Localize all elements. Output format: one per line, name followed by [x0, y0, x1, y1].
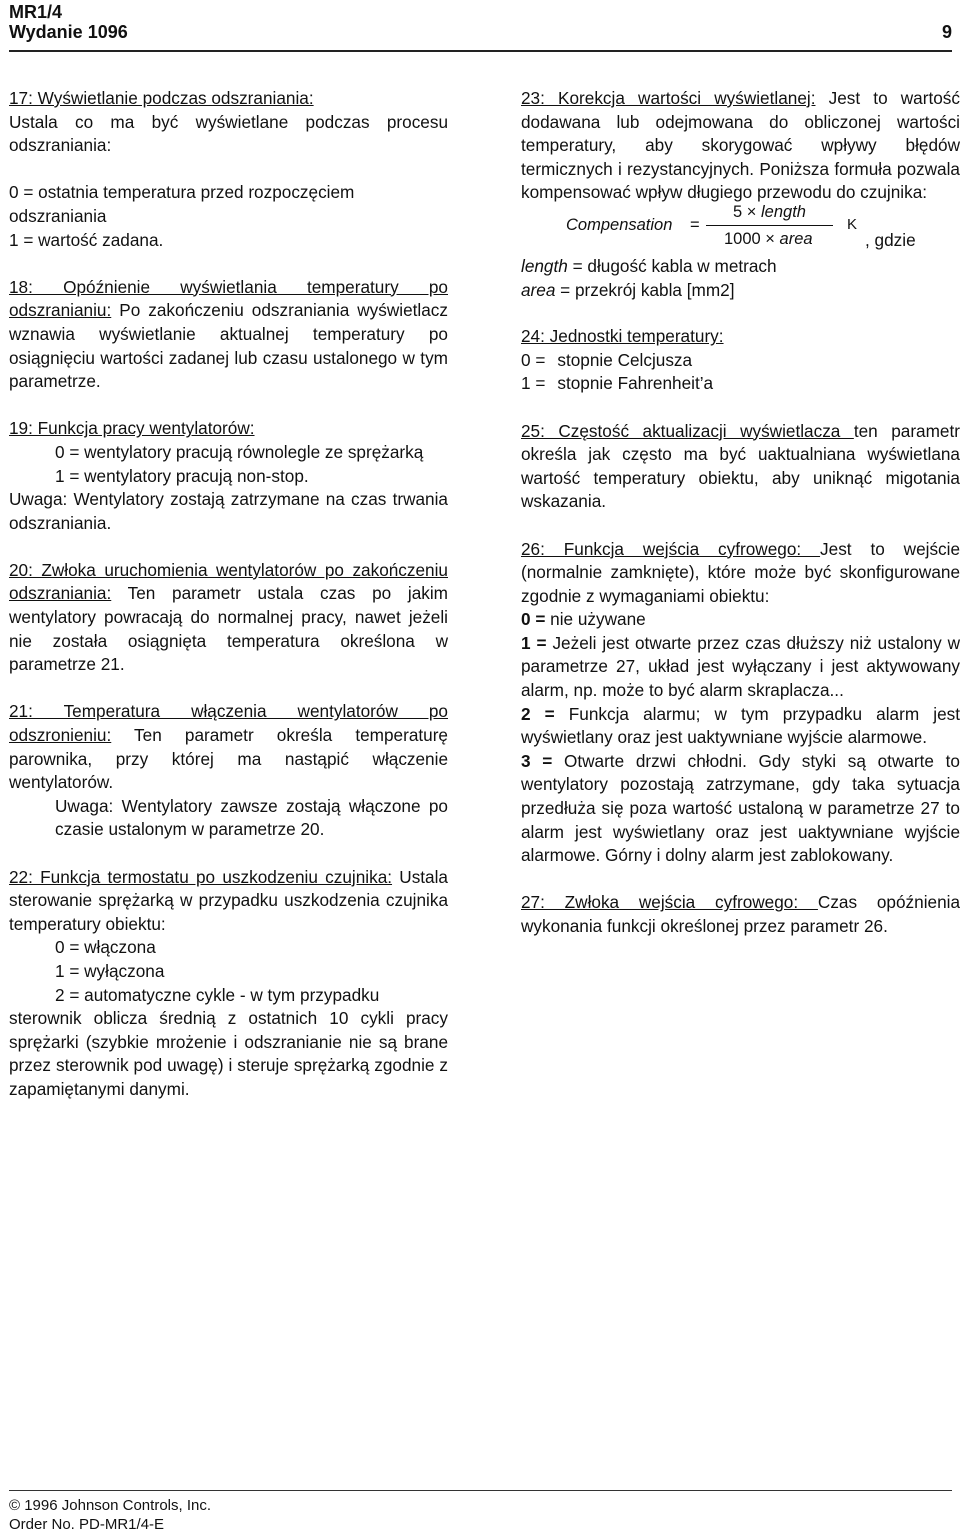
- param-22-option-1: 1 = wyłączona: [55, 960, 165, 981]
- param-24-option-1: stopnie Fahrenheit’a: [557, 373, 714, 394]
- param-18-body: Po zakończeniu odszraniania wyświetlacz wznawia wyświetlanie aktualnej temperatury po osiągnięciu wartości zadanej lub czasu ustalonego w tym parametrze.: [9, 300, 448, 392]
- param-24: [521, 325, 960, 396]
- param-24-option-0-key: 0 =: [521, 349, 546, 370]
- param-21-body: Ten parametr określa temperaturę parownika, przy której ma nastąpić włączenie wentylatorów.: [9, 725, 448, 793]
- definition-area-var: area: [521, 279, 556, 300]
- param-26-option-3: Otwarte drzwi chłodni. Gdy styki są otwarte to wentylatory pozostają zatrzymane, gdy taka sytuacja przedłuża się poza wartość ustaloną w parametrze 27 to alarm jest wyświetlany oraz jest uaktywniane wyjście alarmowe. Górny i dolny alarm jest zablokowany.: [521, 750, 960, 866]
- param-17: [9, 87, 448, 252]
- param-27-title: 27: Zwłoka wejścia cyfrowego:: [521, 892, 818, 913]
- param-18-title: 18: Opóźnienie wyświetlania temperatury po odszranianiu:: [9, 276, 448, 321]
- param-25: [521, 420, 960, 514]
- param-21-note: Uwaga: Wentylatory zawsze zostają włączone po czasie ustalonym w parametrze 20.: [55, 795, 448, 840]
- param-22: [9, 866, 448, 1102]
- definition-area-text: = przekrój kabla [mm2]: [555, 279, 735, 300]
- param-18: [9, 276, 448, 394]
- definition-length-text: = długość kabla w metrach: [567, 255, 777, 276]
- param-26-option-3-key: 3 =: [521, 750, 553, 771]
- param-22-option-2: 2 = automatyczne cykle - w tym przypadku: [55, 984, 380, 1005]
- formula-denominator: 1000 × area: [724, 229, 813, 248]
- formula-suffix: , gdzie: [865, 229, 916, 250]
- param-20-body: Ten parametr ustala czas po jakim wentylatory powracają do normalnej pracy, nawet jeżeli nie została osiągnięta temperatura określona w parametrze 21.: [9, 583, 448, 675]
- header-divider: [9, 50, 952, 52]
- param-20: [9, 559, 448, 677]
- formula-equals: =: [690, 215, 700, 234]
- right-column: [521, 87, 960, 962]
- param-19-option-0: 0 = wentylatory pracują równolegle ze sprężarką: [55, 441, 424, 462]
- param-26-option-1-key: 1 =: [521, 632, 547, 653]
- page-number: 9: [941, 22, 952, 42]
- param-26-option-1: Jeżeli jest otwarte przez czas dłuższy niż ustalony w parametrze 27, układ jest wyłączany i jest aktywowany alarm, np. może to być alarm skraplacza...: [521, 632, 960, 701]
- param-21-title: 21: Temperatura włączenia wentylatorów po odszronieniu:: [9, 701, 448, 746]
- formula-numerator: 5 × length: [733, 202, 806, 221]
- param-26-option-0-key: 0 =: [521, 609, 546, 630]
- param-27: [521, 891, 960, 938]
- param-26-option-2-key: 2 =: [521, 703, 555, 724]
- param-27-body: Czas opóźnienia wykonania funkcji określonej przez parametr 26.: [521, 892, 960, 936]
- param-20-title: 20: Zwłoka uruchomienia wentylatorów po zakończeniu odszraniania:: [9, 559, 448, 604]
- param-17-body: Ustala co ma być wyświetlane podczas procesu odszraniania:: [9, 111, 448, 156]
- param-26-body: Jest to wejście (normalnie zamknięte), które może być skonfigurowane zgodnie z wymaganiami obiektu:: [521, 538, 960, 606]
- param-19-option-1: 1 = wentylatory pracują non-stop.: [55, 465, 309, 486]
- formula-label: Compensation: [566, 215, 673, 234]
- param-22-title: 22: Funkcja termostatu po uszkodzeniu czujnika:: [9, 866, 393, 887]
- formula-fraction-bar: [706, 225, 833, 226]
- param-26: [521, 538, 960, 868]
- compensation-formula: [521, 202, 960, 279]
- page-footer: [9, 1496, 211, 1534]
- param-23-title: 23: Korekcja wartości wyświetlanej:: [521, 88, 816, 108]
- order-number: Order No. PD-MR1/4-E: [9, 1516, 165, 1533]
- param-25-body: ten parametr określa jak często ma być uaktualniana wyświetlana wartość temperatury obiektu, aby uniknąć migotania wskazania.: [521, 420, 960, 512]
- param-26-option-2: Funkcja alarmu; w tym przypadku alarm jest wyświetlany oraz jest uaktywniane wyjście alarmowe.: [521, 703, 960, 748]
- param-19-title: 19: Funkcja pracy wentylatorów:: [9, 418, 255, 439]
- footer-divider: [9, 1490, 952, 1491]
- param-24-title: 24: Jednostki temperatury:: [521, 326, 724, 347]
- formula-unit: K: [847, 215, 858, 233]
- param-17-option-0: 0 = ostatnia temperatura przed rozpoczęciem odszraniania: [9, 182, 355, 226]
- param-17-option-1: 1 = wartość zadana.: [9, 229, 164, 250]
- param-22-option-2-detail: sterownik oblicza średnią z ostatnich 10 cykli pracy sprężarki (szybkie mrożenie i odszranianie nie są brane przez sterownik pod uwagę) i steruje sprężarką zgodnie z zapamiętanymi danymi.: [9, 1008, 448, 1099]
- left-column: [9, 87, 448, 1125]
- definition-length-var: length: [521, 255, 568, 276]
- param-19: [9, 417, 448, 535]
- param-17-title: 17: Wyświetlanie podczas odszraniania:: [9, 88, 314, 108]
- param-26-title: 26: Funkcja wejścia cyfrowego:: [521, 538, 821, 559]
- param-21: [9, 700, 448, 842]
- param-24-option-0: stopnie Celcjusza: [557, 349, 693, 370]
- page-header: [9, 0, 952, 50]
- param-23-body: Jest to wartość dodawana lub odejmowana do obliczonej wartości temperatury, aby skorygować wpływy błędów termicznych i rezystancyjnych. Poniższa formuła pozwala kompensować wpływ długiego przewodu do czujnika:: [521, 88, 960, 203]
- param-26-option-0: nie używane: [545, 609, 646, 630]
- document-code: MR1/4: [9, 2, 63, 22]
- param-23: [521, 87, 960, 302]
- param-25-title: 25: Częstość aktualizacji wyświetlacza: [521, 420, 854, 441]
- param-22-option-0: 0 = włączona: [55, 937, 156, 958]
- param-19-note: Uwaga: Wentylatory zostają zatrzymane na czas trwania odszraniania.: [9, 489, 448, 533]
- copyright-notice: © 1996 Johnson Controls, Inc.: [9, 1497, 212, 1514]
- param-24-option-1-key: 1 =: [521, 373, 546, 394]
- param-22-body: Ustala sterowanie sprężarką w przypadku uszkodzenia czujnika temperatury obiektu:: [9, 866, 448, 934]
- edition-label: Wydanie 1096: [9, 22, 128, 42]
